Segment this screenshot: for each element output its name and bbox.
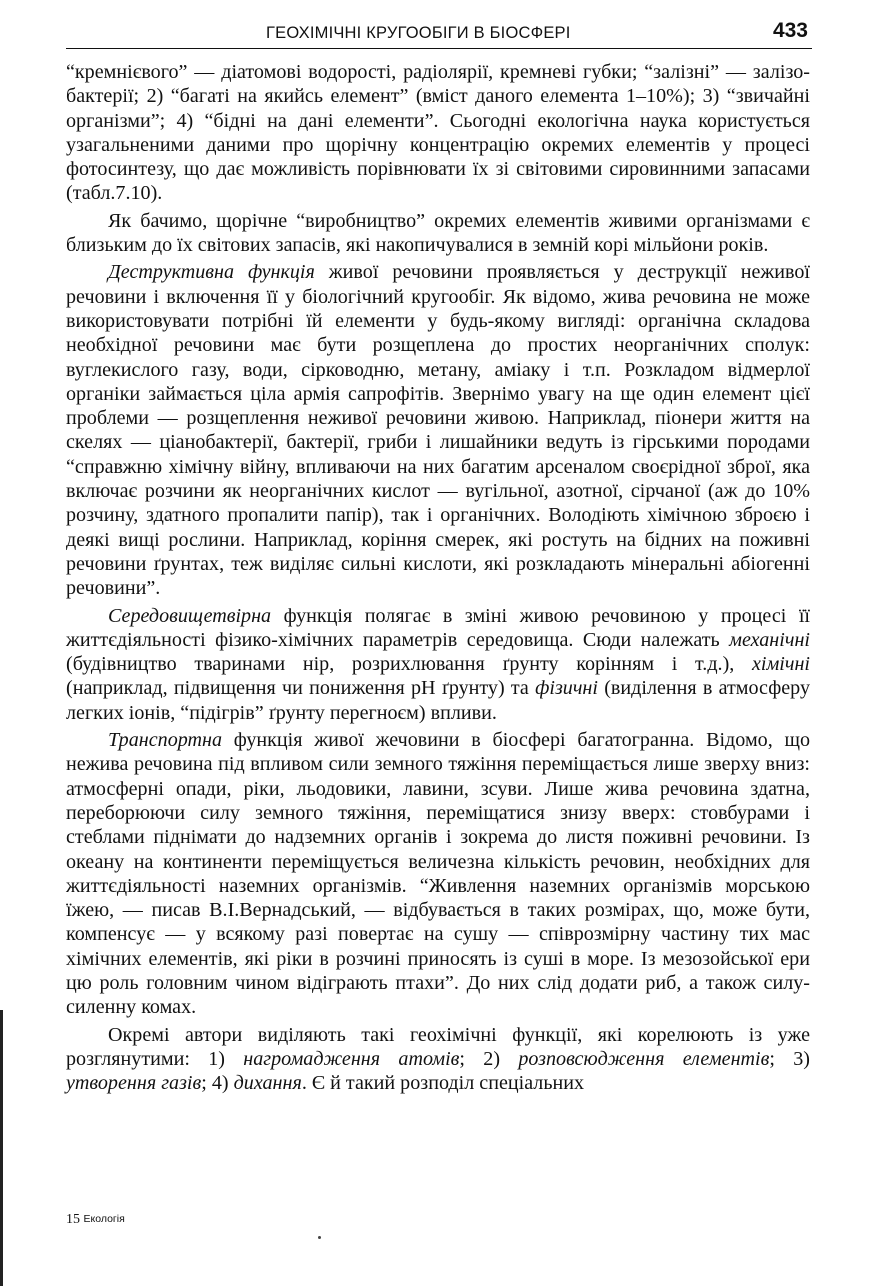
scan-edge-shadow bbox=[0, 1010, 3, 1286]
body-text bbox=[66, 60, 810, 1095]
paragraph-1 bbox=[66, 60, 810, 206]
paragraph-text: . Є й такий розподіл спеціальних bbox=[301, 1072, 585, 1095]
term-mechanical: механічні bbox=[729, 628, 810, 651]
paragraph-text: Як бачимо, щорічне “виробництво” окремих елементів живими організмами є близьким до їх світових запасів, які накопичувалися в земній корі мільйони років. bbox=[66, 209, 810, 257]
paragraph-text: “кремнієвого” — діатомові водорості, радіолярії, кремневі губки; “залізні” — залізо-бактерії; 2) “багаті на якийсь елемент” (вміст даного елемента 1–10%); 3) “звичайні організми”; 4) “бідні на дані елементи”. Сьогодні екологічна наука користується узагальненими даними про щорічну концентрацію окремих елементів у процесі фотосинтезу, що дає можливість порівнювати їх зі світовими сировинними запасами (табл.7.10). bbox=[66, 61, 810, 205]
paragraph-text: ; 4) bbox=[201, 1072, 234, 1095]
paragraph-2 bbox=[66, 209, 810, 258]
term-transport-function: Транспортна bbox=[108, 729, 223, 752]
term-respiration: дихання bbox=[233, 1072, 302, 1095]
term-chemical: хімічні bbox=[751, 653, 810, 676]
term-gas-formation: утворення газів bbox=[66, 1072, 202, 1095]
paragraph-transport-function bbox=[66, 728, 810, 1020]
signature-title: Екологія bbox=[83, 1213, 125, 1225]
term-accumulation: нагромадження атомів bbox=[243, 1047, 460, 1070]
term-physical: фізичні bbox=[535, 677, 598, 700]
paragraph-text: (будівництво тваринами нір, розрихлювання ґрунту корінням і т.д.), bbox=[66, 653, 752, 676]
paragraph-geochemical-functions bbox=[66, 1023, 810, 1096]
scan-speck bbox=[318, 1236, 321, 1239]
paragraph-destructive-function bbox=[66, 260, 810, 600]
running-title: ГЕОХІМІЧНІ КРУГООБІГИ В БІОСФЕРІ bbox=[266, 24, 571, 42]
paragraph-text: (наприклад, підвищення чи пониження pH ґрунту) та bbox=[66, 677, 536, 700]
term-environment-forming: Середовищетвірна bbox=[108, 604, 272, 627]
signature-mark bbox=[66, 1212, 125, 1228]
paragraph-environment-forming-function bbox=[66, 604, 810, 725]
paragraph-text: ; 3) bbox=[769, 1047, 810, 1070]
page-number: 433 bbox=[772, 19, 808, 42]
running-header bbox=[66, 18, 812, 49]
paragraph-text: живої речовини проявляється у деструкції неживої речовини і включення її у біологічний кругообіг. Як відомо, жива речовина не може використовувати потрібні їй елементи у будь-якому вигляді: органічна складова необхідної речовини має бути розщеплена до простих неорганічних сполук: вуглекислого газу, води, сірководню, метану, аміаку і т.п. Розкладом відмерлої органіки займається ціла армія сапрофітів. Звернімо увагу на ще один елемент цієї проблеми — розщеплення неживої речовини живою. Наприклад, піонери життя на скелях — ціанобактерії, бактерії, гриби і лишайники ведуть із гірськими породами “справжню хімічну війну, впливаючи на них багатим арсеналом своєрідної зброї, яка включає розчини як неорганічних кислот — вугільної, азотної, сірчаної (аж до 10% розчину, здатного пропалити папір), так і органічних. Володіють хімічною зброєю і деякі вищі рослини. Наприклад, коріння смерек, які ростуть на бідних на поживні речовини ґрунтах, теж виділяє сильні кислоти, які розкладають мінеральні абіогенні речовини”. bbox=[66, 261, 810, 600]
paragraph-text: ; 2) bbox=[459, 1047, 519, 1070]
paragraph-text: функція полягає в зміні живою речовиною у процесі її життєдіяльності фізико-хімічних параметрів середовища. Сюди належать bbox=[66, 604, 810, 651]
paragraph-text: (виділення в атмосферу легких іонів, “підігрів” ґрунту перегноєм) впливи. bbox=[66, 677, 810, 724]
paragraph-text: функція живої жечовини в біосфері багатогранна. Відомо, що нежива речовина під впливом сили земного тяжіння переміщається лише зверху вниз: атмосферні опади, ріки, льодовики, лавини, зсуви. Лише жива речовина здатна, переборюючи силу земного тяжіння, переміщатися знизу вверх: стовбурами і стеблами піднімати до надземних органів і зокрема до листя поживні речовини. Із океану на континенти переміщується величезна кількість речовин, необхідних для життєдіяльності наземних організмів. “Живлення наземних організмів морською їжею, — писав В.І.Вернадський, — відбувається в таких розмірах, що, може бути, компенсує — у всякому разі повертає на сушу — співрозмірну частину тих мас хімічних елементів, які ріки в розчині приносять із суші в море. Із мезозойської ери цю роль головним чином відіграють птахи”. До них слід додати риб, а також силу-силенну комах. bbox=[66, 729, 810, 1019]
signature-number: 15 bbox=[66, 1212, 80, 1227]
term-destructive-function: Деструктивна функція bbox=[108, 261, 315, 284]
paragraph-text: Окремі автори виділяють такі геохімічні функції, які корелюють із уже розглянутими: 1) bbox=[66, 1023, 810, 1070]
term-distribution: розповсюдження елементів bbox=[518, 1047, 770, 1070]
